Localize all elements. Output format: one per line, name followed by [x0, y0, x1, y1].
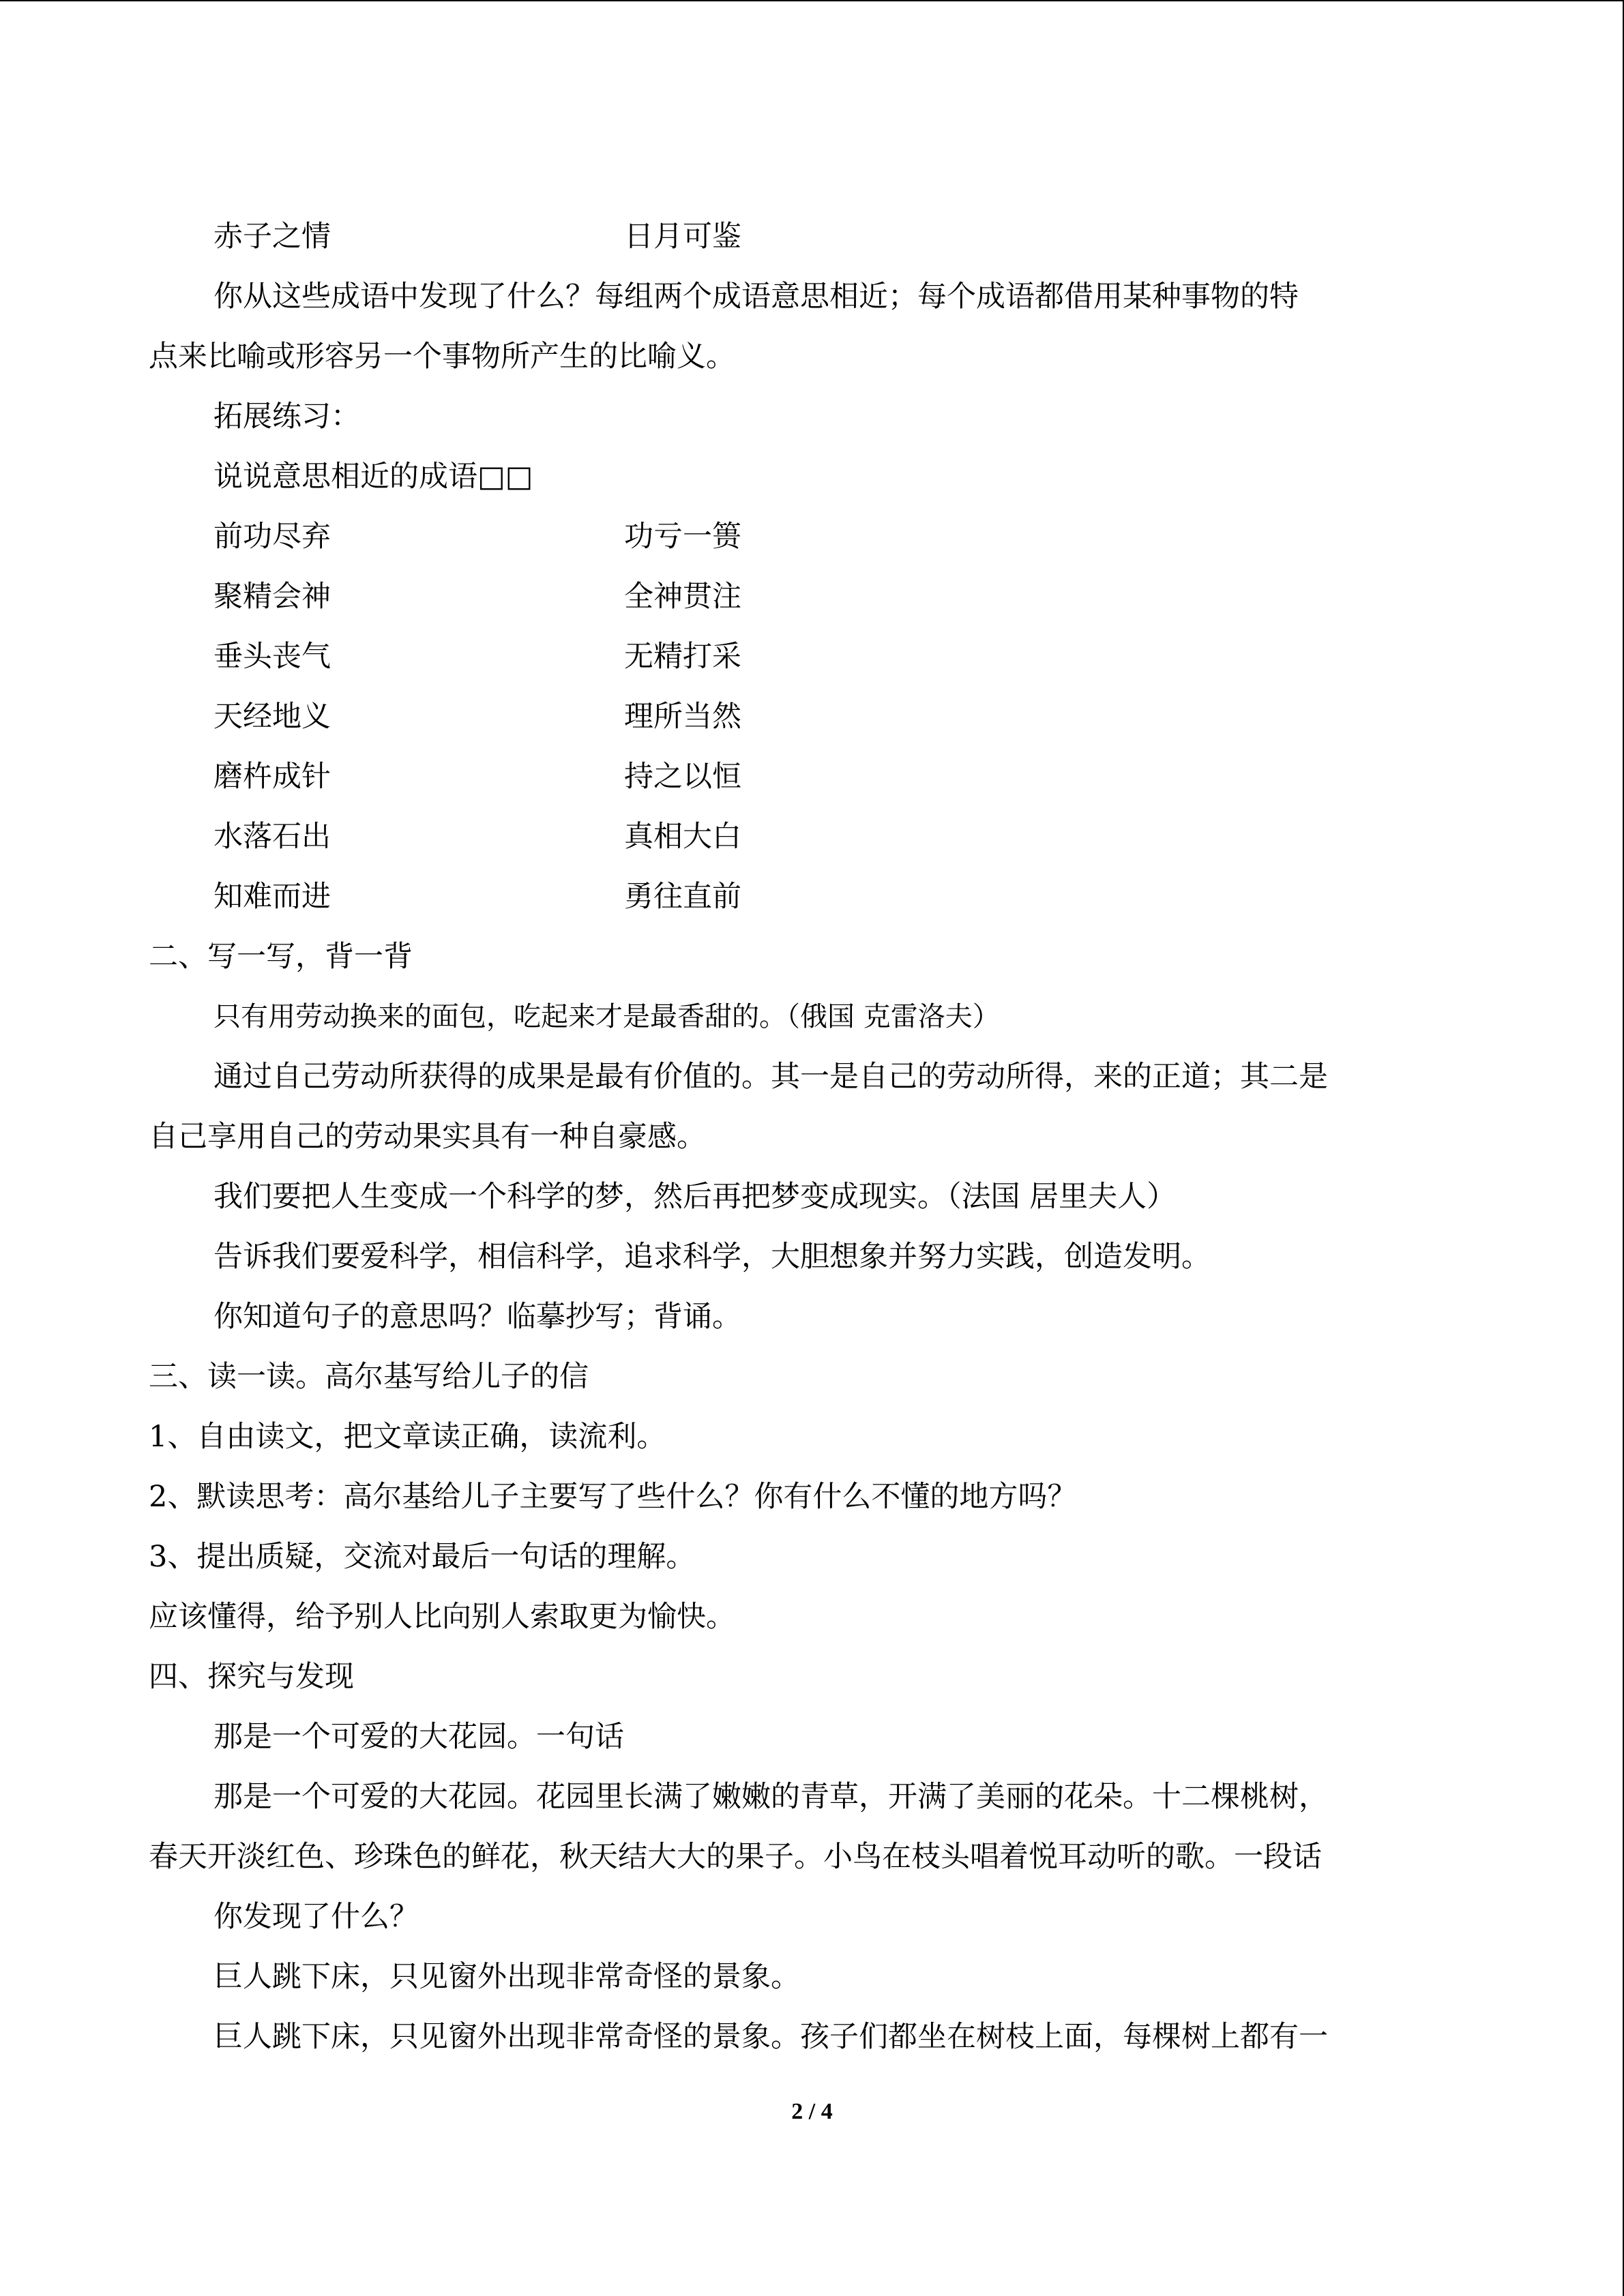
idiom-pair [213, 818, 741, 856]
idiom-right: 理所当然 [624, 700, 741, 734]
paragraph-line: 那是一个可爱的大花园。花园里长满了嫩嫩的青草，开满了美丽的花朵。十二棵桃树， [213, 1780, 1328, 1814]
section-heading: 三、读一读。高尔基写给儿子的信 [149, 1360, 589, 1394]
idiom-left: 赤子之情 [213, 220, 331, 254]
page-number: 2 / 4 [791, 2099, 833, 2124]
idiom-pair [213, 878, 741, 916]
paragraph-line: 你发现了什么？ [213, 1900, 419, 1934]
list-item: 1、自由读文，把文章读正确，读流利。 [149, 1420, 666, 1454]
idiom-right: 全神贯注 [624, 580, 741, 614]
idiom-right: 持之以恒 [624, 760, 741, 794]
idiom-right: 日月可鉴 [624, 220, 741, 254]
idiom-pair [213, 638, 741, 676]
list-item: 2、默读思考：高尔基给儿子主要写了些什么？你有什么不懂的地方吗？ [149, 1480, 1077, 1514]
quote-line: 只有用劳动换来的面包，吃起来才是最香甜的。（俄国 克雷洛夫） [213, 1001, 1000, 1032]
idiom-right: 功亏一篑 [624, 520, 741, 554]
quote-line: 我们要把人生变成一个科学的梦，然后再把梦变成现实。（法国 居里夫人） [213, 1180, 1177, 1214]
paragraph-line: 通过自己劳动所获得的成果是最有价值的。其一是自己的劳动所得，来的正道；其二是 [213, 1060, 1328, 1094]
idiom-left: 垂头丧气 [213, 640, 331, 674]
idiom-right: 无精打采 [624, 640, 741, 674]
section-heading: 四、探究与发现 [149, 1660, 354, 1694]
paragraph-line: 告诉我们要爱科学，相信科学，追求科学，大胆想象并努力实践，创造发明。 [213, 1240, 1211, 1274]
paragraph-line: 春天开淡红色、珍珠色的鲜花，秋天结大大的果子。小鸟在枝头唱着悦耳动听的歌。一段话 [149, 1840, 1322, 1874]
idiom-left: 磨杵成针 [213, 760, 331, 794]
idiom-right: 真相大白 [624, 820, 741, 854]
section-heading: 二、写一写，背一背 [149, 940, 413, 974]
paragraph-line: 巨人跳下床，只见窗外出现非常奇怪的景象。孩子们都坐在树枝上面，每棵树上都有一 [213, 2020, 1328, 2054]
idiom-pair [213, 518, 741, 556]
idiom-pair [213, 218, 741, 256]
paragraph-line: 巨人跳下床，只见窗外出现非常奇怪的景象。 [213, 1960, 800, 1994]
paragraph-line: 你从这些成语中发现了什么？每组两个成语意思相近；每个成语都借用某种事物的特 [213, 280, 1299, 314]
idiom-left: 聚精会神 [213, 580, 331, 614]
list-item: 3、提出质疑，交流对最后一句话的理解。 [149, 1540, 696, 1574]
paragraph-line: 说说意思相近的成语□□ [213, 460, 533, 494]
paragraph-line: 拓展练习： [213, 400, 360, 434]
idiom-pair [213, 578, 741, 616]
idiom-left: 水落石出 [213, 820, 331, 854]
paragraph-line: 点来比喻或形容另一个事物所产生的比喻义。 [149, 340, 735, 374]
idiom-left: 天经地义 [213, 700, 331, 734]
paragraph-line: 应该懂得，给予别人比向别人索取更为愉快。 [149, 1600, 735, 1634]
idiom-pair [213, 698, 741, 736]
idiom-right: 勇往直前 [624, 880, 741, 914]
idiom-pair [213, 758, 741, 796]
paragraph-line: 那是一个可爱的大花园。一句话 [213, 1720, 624, 1754]
idiom-left: 知难而进 [213, 880, 331, 914]
idiom-left: 前功尽弃 [213, 520, 331, 554]
paragraph-line: 你知道句子的意思吗？临摹抄写；背诵。 [213, 1300, 741, 1334]
paragraph-line: 自己享用自己的劳动果实具有一种自豪感。 [149, 1120, 706, 1154]
